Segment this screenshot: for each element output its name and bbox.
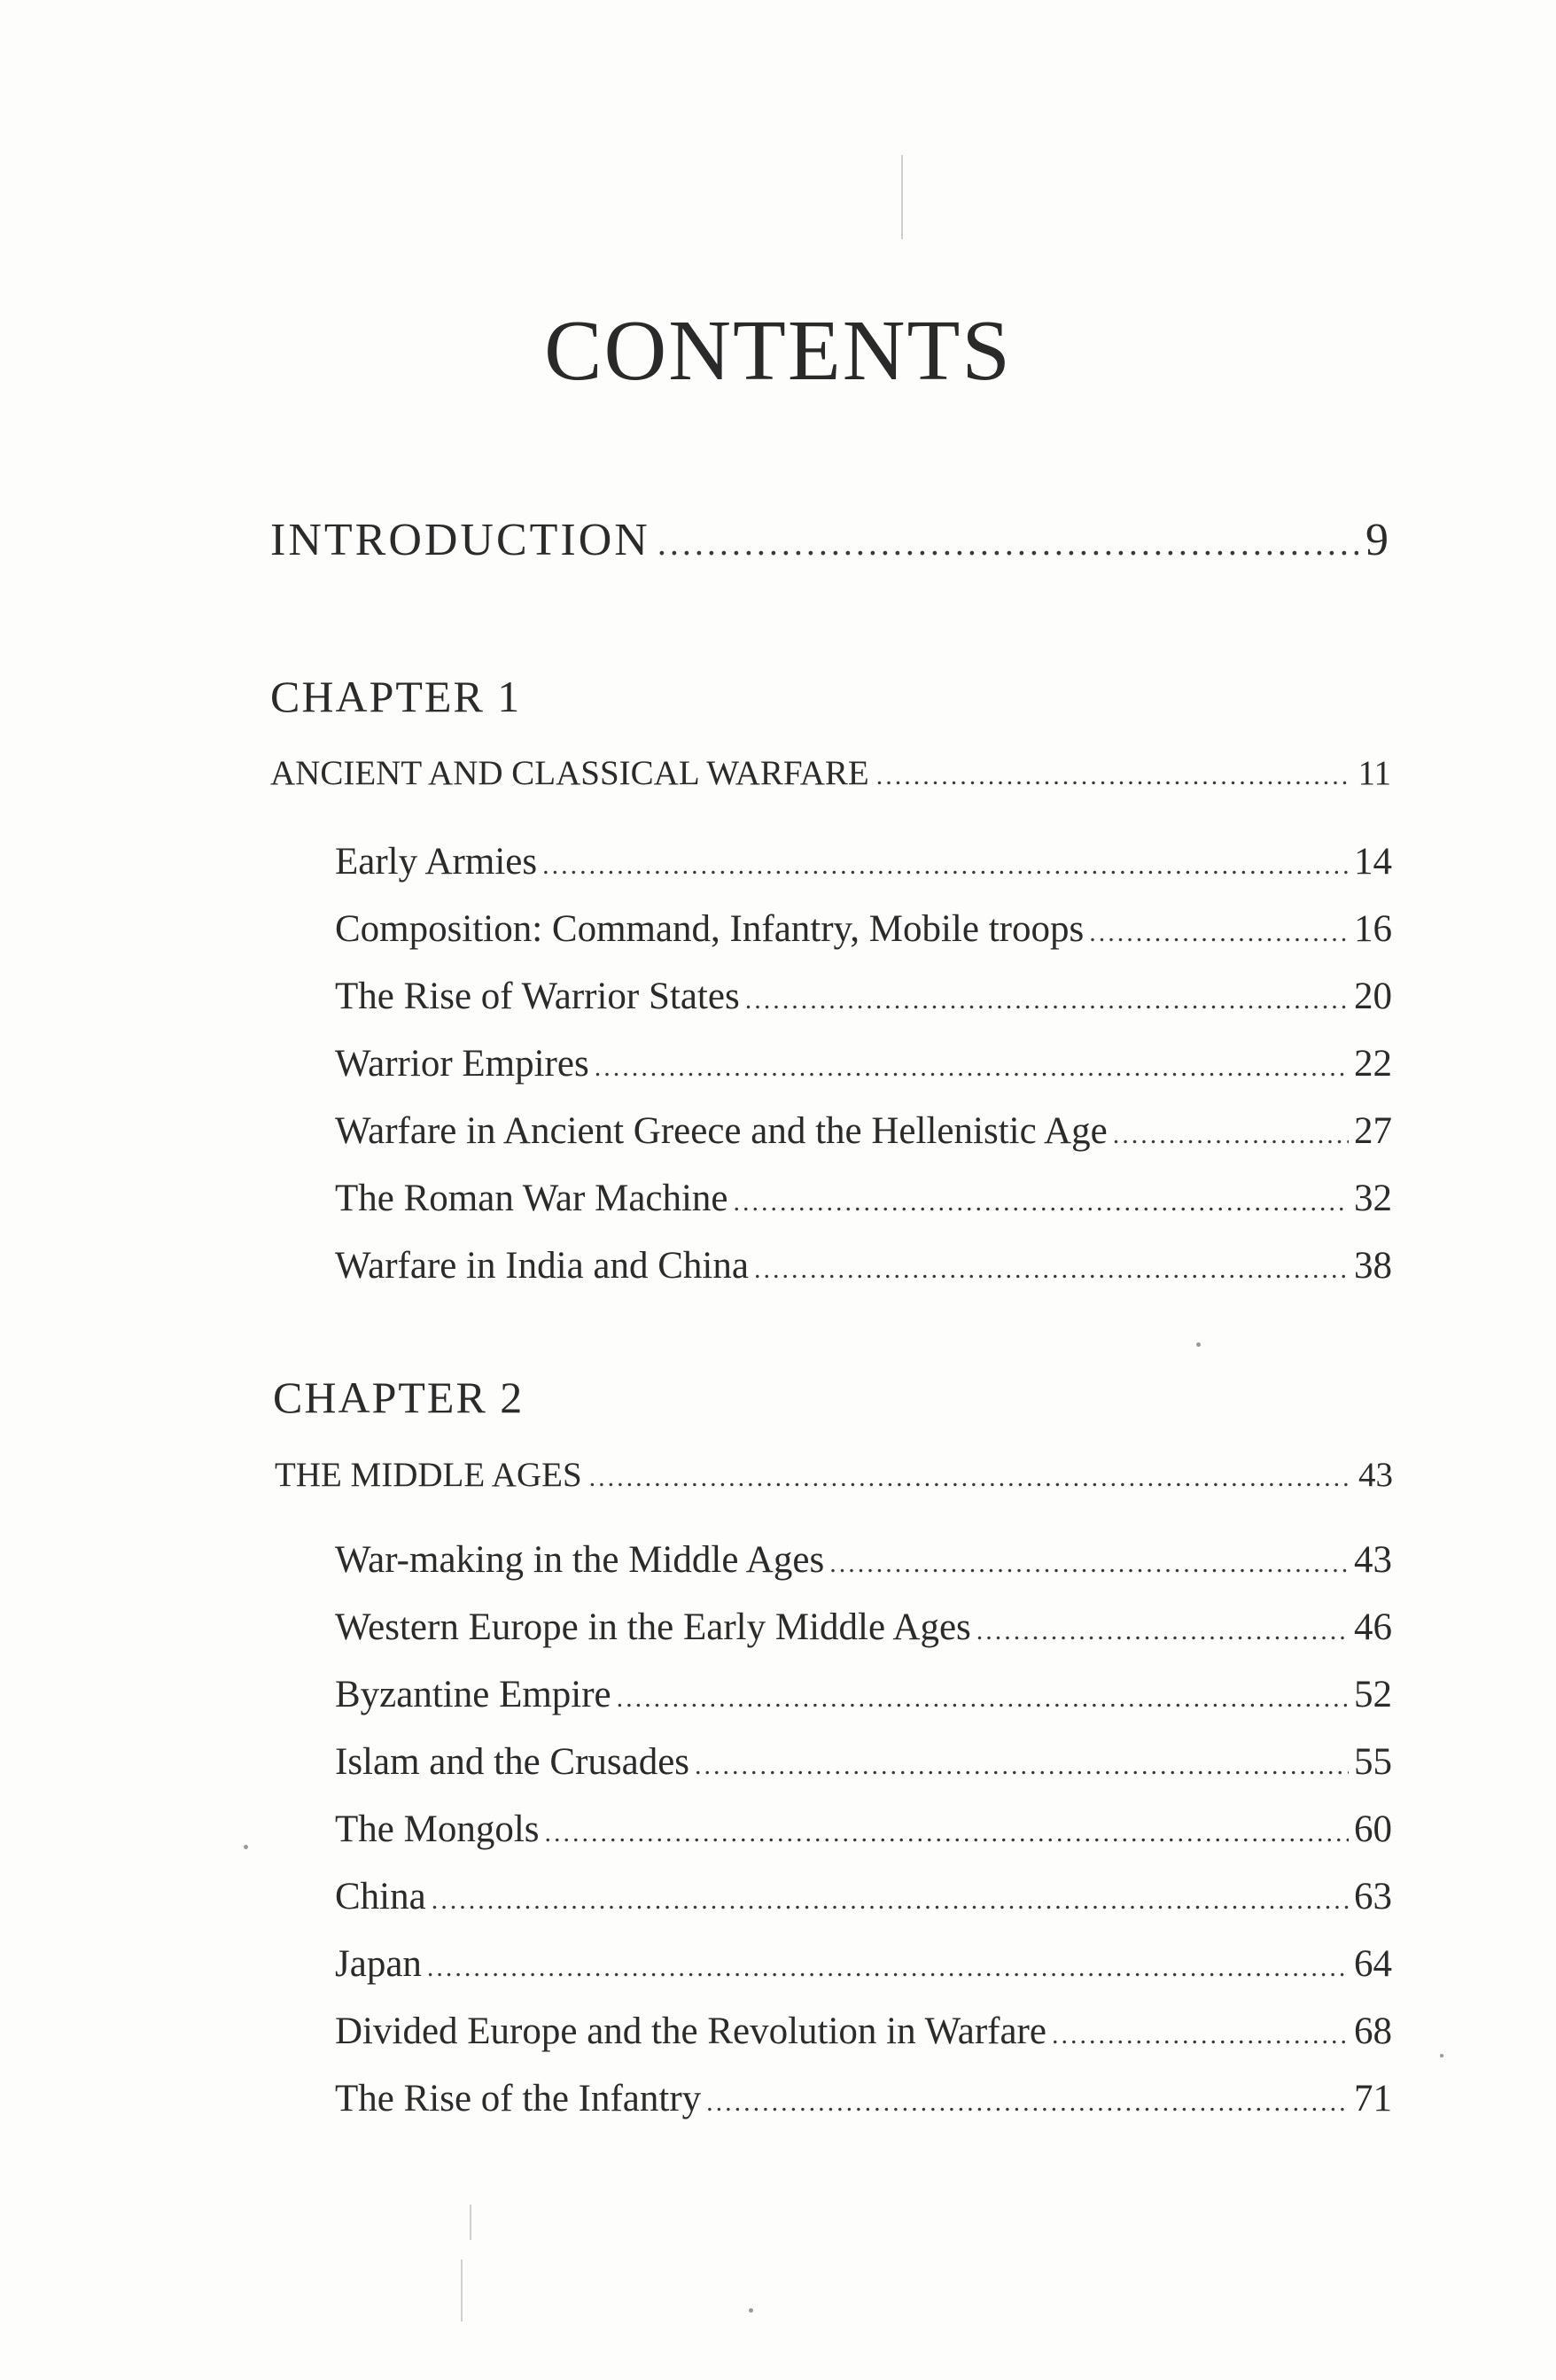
chapter-2-heading: CHAPTER 2 [273, 1373, 525, 1422]
dot-leader [427, 1953, 1349, 1983]
toc-entry[interactable] [335, 840, 1392, 883]
toc-entry-page: 52 [1354, 1674, 1392, 1715]
page-title: CONTENTS [544, 303, 1012, 399]
dot-leader [589, 1463, 1351, 1493]
toc-entry[interactable] [335, 1109, 1392, 1153]
dot-leader [1052, 2020, 1349, 2050]
scan-artifact [901, 155, 903, 239]
toc-entry-label: The Rise of the Infantry [335, 2078, 702, 2119]
toc-entry-label: The Roman War Machine [335, 1178, 728, 1219]
toc-entry[interactable] [335, 1673, 1392, 1716]
chapter-title-label: ANCIENT AND CLASSICAL WARFARE [270, 754, 869, 792]
scan-speck [1196, 1342, 1201, 1347]
dot-leader [1089, 918, 1349, 948]
dot-leader [545, 1818, 1349, 1848]
toc-entry-label: War-making in the Middle Ages [335, 1539, 825, 1581]
dot-leader [829, 1549, 1349, 1579]
toc-chapter-2-title[interactable] [275, 1455, 1393, 1495]
toc-entry[interactable] [335, 1538, 1392, 1582]
toc-entry-page: 64 [1354, 1943, 1392, 1985]
toc-entry-page: 20 [1354, 976, 1392, 1017]
toc-entry-page: 63 [1354, 1876, 1392, 1917]
toc-entry[interactable] [335, 1606, 1392, 1649]
chapter-title-page: 11 [1358, 754, 1391, 792]
toc-entry-page: 32 [1354, 1178, 1392, 1219]
dot-leader [1113, 1120, 1349, 1150]
dot-leader [695, 1751, 1349, 1781]
toc-chapter-1-title[interactable] [270, 753, 1391, 793]
toc-entry[interactable] [335, 1875, 1392, 1918]
toc-entry-label: Divided Europe and the Revolution in Warfare [335, 2011, 1046, 2052]
toc-entry-page: 55 [1354, 1741, 1392, 1783]
chapter-title-page: 43 [1358, 1456, 1393, 1494]
dot-leader [745, 985, 1349, 1015]
toc-entry-label: Byzantine Empire [335, 1674, 611, 1715]
toc-entry-label: China [335, 1876, 426, 1917]
toc-entry[interactable] [335, 1177, 1392, 1220]
toc-entry-label: Warfare in Ancient Greece and the Hellenistic Age [335, 1110, 1108, 1152]
toc-entry-label: Warfare in India and China [335, 1245, 749, 1287]
dot-leader [657, 522, 1358, 564]
toc-entry[interactable] [335, 1740, 1392, 1784]
dot-leader [617, 1684, 1349, 1714]
dot-leader [595, 1053, 1349, 1083]
toc-entry-label: The Rise of Warrior States [335, 976, 740, 1017]
toc-entry-page: 46 [1354, 1606, 1392, 1648]
toc-entry[interactable] [335, 1244, 1392, 1287]
toc-entry[interactable] [335, 1942, 1392, 1986]
toc-entry-label: Japan [335, 1943, 422, 1985]
scan-speck [749, 2308, 753, 2313]
toc-entry-page: 14 [1354, 841, 1392, 883]
toc-entry-page: 71 [1354, 2078, 1392, 2119]
toc-entry-page: 38 [1354, 1245, 1392, 1287]
dot-leader [876, 761, 1351, 791]
toc-introduction-page: 9 [1365, 515, 1391, 565]
toc-introduction[interactable] [270, 514, 1391, 566]
toc-entry-label: Composition: Command, Infantry, Mobile troops [335, 908, 1085, 950]
toc-entry-page: 22 [1354, 1043, 1392, 1085]
toc-introduction-label: INTRODUCTION [270, 515, 650, 565]
chapter-title-label: THE MIDDLE AGES [275, 1456, 582, 1494]
toc-entry[interactable] [335, 1808, 1392, 1851]
toc-entry[interactable] [335, 2077, 1392, 2120]
toc-entry-page: 68 [1354, 2011, 1392, 2052]
toc-entry-label: The Mongols [335, 1808, 540, 1850]
toc-entry-label: Warrior Empires [335, 1043, 589, 1085]
chapter-1-heading: CHAPTER 1 [270, 672, 522, 721]
dot-leader [754, 1255, 1349, 1285]
dot-leader [706, 2088, 1349, 2118]
toc-entry-page: 16 [1354, 908, 1392, 950]
scan-artifact [461, 2259, 463, 2322]
toc-entry[interactable] [335, 975, 1392, 1018]
toc-entry[interactable] [335, 907, 1392, 951]
scan-speck [244, 1845, 248, 1849]
toc-entry-page: 43 [1354, 1539, 1392, 1581]
toc-entry[interactable] [335, 1042, 1392, 1085]
scan-artifact [470, 2205, 471, 2240]
scan-speck [1440, 2054, 1443, 2057]
toc-entry-label: Early Armies [335, 841, 538, 883]
toc-entry-label: Islam and the Crusades [335, 1741, 690, 1783]
dot-leader [432, 1886, 1349, 1916]
dot-leader [734, 1187, 1349, 1217]
toc-entry[interactable] [335, 2010, 1392, 2053]
dot-leader [542, 851, 1349, 881]
toc-entry-page: 27 [1354, 1110, 1392, 1152]
toc-entry-page: 60 [1354, 1808, 1392, 1850]
dot-leader [976, 1616, 1349, 1646]
toc-entry-label: Western Europe in the Early Middle Ages [335, 1606, 971, 1648]
